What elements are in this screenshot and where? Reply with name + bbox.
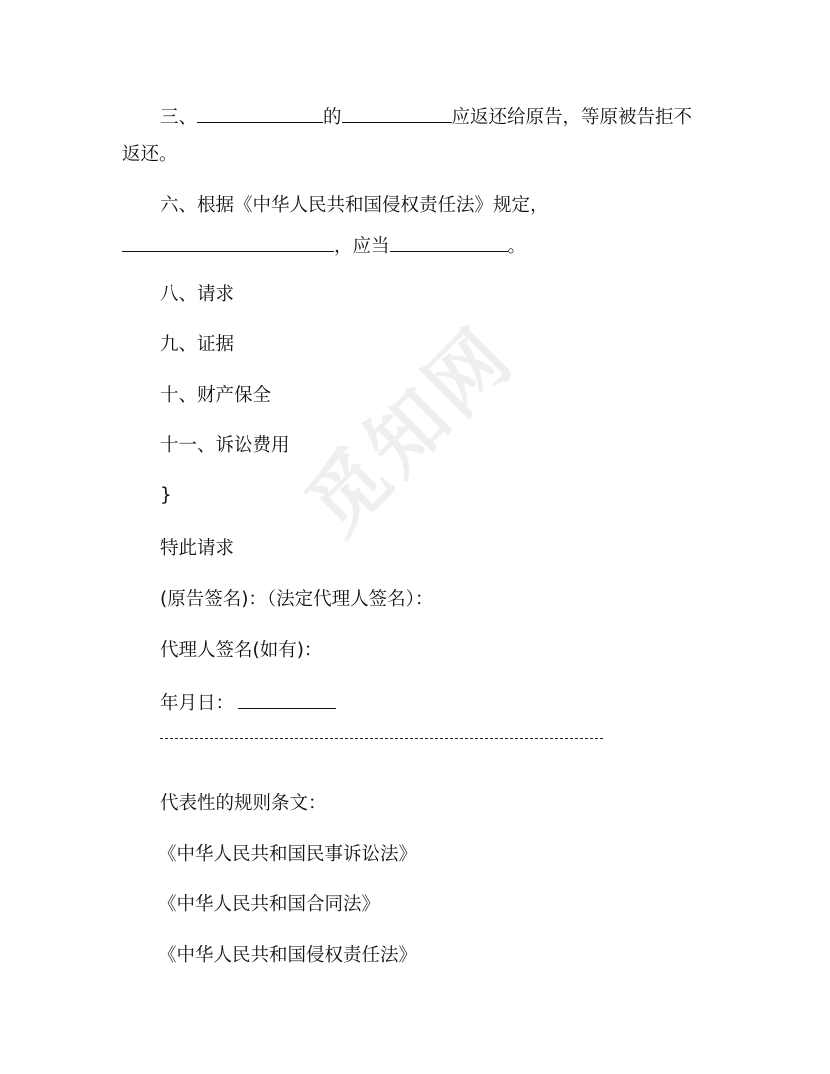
law-reference: 《中华人民共和国侵权责任法》 — [158, 945, 418, 966]
agent-signature: 代理人签名(如有)： — [160, 640, 323, 661]
watermark: 觅知网 — [290, 310, 532, 552]
request-closing: 特此请求 — [160, 538, 235, 559]
date-blank-field[interactable] — [238, 690, 336, 709]
dashed-divider — [160, 738, 603, 739]
clause-10: 十、财产保全 — [160, 385, 272, 406]
plaintiff-signature: (原告签名)：（法定代理人签名）： — [160, 589, 434, 610]
closing-brace: } — [160, 485, 172, 506]
clause-6-end: 。 — [507, 236, 527, 257]
clause-3-suffix: 应返还给原告，等原被告拒不 — [451, 107, 693, 128]
blank-field[interactable] — [390, 233, 508, 252]
date-label: 年月日： — [160, 693, 235, 714]
clause-3-line — [160, 104, 692, 130]
clause-9: 九、证据 — [160, 334, 235, 355]
clause-3-continuation: 返还。 — [122, 144, 178, 165]
clause-6-mid: ，应当 — [334, 236, 390, 257]
law-reference: 《中华人民共和国合同法》 — [158, 894, 381, 915]
clause-3-mid: 的 — [323, 107, 342, 128]
clause-3-prefix: 三、 — [160, 107, 198, 128]
clause-6-line: 六、根据《中华人民共和国侵权责任法》规定， — [160, 195, 549, 216]
date-line — [160, 690, 336, 716]
blank-field[interactable] — [342, 104, 452, 123]
blank-field[interactable] — [122, 233, 334, 252]
clause-8: 八、请求 — [160, 284, 235, 305]
references-heading: 代表性的规则条文： — [160, 793, 327, 814]
clause-11: 十一、诉讼费用 — [160, 435, 290, 456]
law-reference: 《中华人民共和国民事诉讼法》 — [158, 844, 418, 865]
blank-field[interactable] — [197, 104, 323, 123]
clause-6-continuation — [122, 233, 526, 259]
